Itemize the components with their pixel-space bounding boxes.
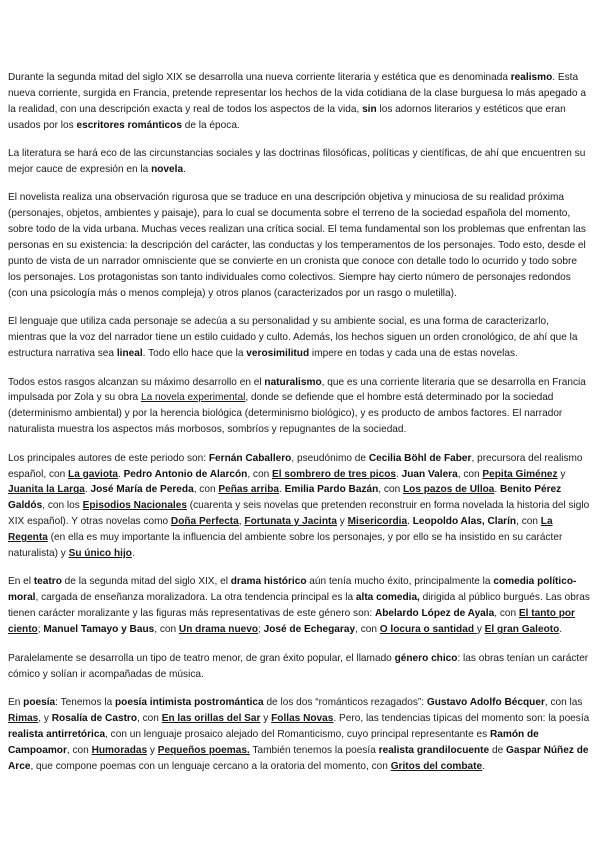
text-run: , con: [137, 712, 162, 724]
text-run: .: [396, 468, 402, 480]
bold-term: sin: [362, 103, 377, 115]
bold-term: lineal: [116, 348, 143, 360]
paragraph-realismo-intro: [8, 70, 590, 134]
text-run: .: [84, 484, 91, 496]
work-title-link[interactable]: Humoradas: [91, 744, 148, 756]
text-run: .: [131, 548, 135, 560]
text-run: ,: [238, 516, 245, 528]
bold-term: Juan Valera: [401, 468, 458, 480]
text-run: , con: [247, 468, 273, 480]
text-run: , con un lenguaje prosaico alejado del Romanticismo, cuyo principal representante es: [105, 728, 490, 740]
work-title-link[interactable]: Peñas arriba: [218, 484, 279, 496]
paragraph-genero-chico: [8, 651, 590, 683]
work-title-link[interactable]: O locura o santidad: [379, 624, 477, 636]
text-run: (en ella es muy importante la influencia del ambiente sobre los personajes, y por ello se ha insistido en su carácter naturalista) y: [8, 532, 563, 560]
text-run: El novelista realiza una observación rigurosa que se traduce en una descripción objetiva y minuciosa de su realidad próxima (personajes, objetos, ambientes y paisaje), para lo cual se documenta sobre el terreno de la sociedad española del momento, sobre todo de la vida urbana. Muchas veces realizan una crítica social. El tema fundamental son los problemas que enfrentan las personas en su existencia: la descripción del carácter, las conductas y los temperamentos de los personajes. Todo esto, desde el punto de vista de un narrador omnisciente que se convierte en un cronista que conoce con detalle todo lo ocurrido y todo sobre los personajes. Los protagonistas son tanto individuales como colectivos. Siempre hay cierto número de personajes redondos (con una psicología más o menos compleja) y otros planos (caracterizados por un rasgo o muletilla).: [8, 192, 586, 299]
bold-term: novela: [151, 164, 184, 176]
bold-term: Gustavo Adolfo Bécquer: [426, 696, 545, 708]
work-title-link[interactable]: La gaviota: [68, 468, 118, 480]
text-run: Los principales autores de este periodo son:: [8, 452, 209, 464]
text-run: y: [336, 516, 348, 528]
text-run: .: [117, 468, 124, 480]
text-run: dirigida al público burgués. Las obras tienen carácter moralizante y las figuras más representativas de este género son:: [8, 592, 590, 620]
bold-term: Gaspar Núñez de Arce: [8, 744, 589, 772]
bold-term: realista antirretórica: [8, 728, 106, 740]
work-title-link[interactable]: La Regenta: [8, 516, 553, 544]
text-run: y: [260, 712, 272, 724]
text-run: Durante la segunda mitad del siglo XIX se desarrolla una nueva corriente literaria y estética que es denominada: [8, 72, 511, 83]
text-run: y: [557, 468, 566, 480]
text-run: Paralelamente se desarrolla un tipo de teatro menor, de gran éxito popular, el llamado: [8, 652, 395, 664]
text-run: , con: [378, 484, 403, 496]
work-title-link[interactable]: Rimas: [8, 712, 39, 724]
bold-term: poesía: [23, 696, 56, 708]
work-title-link[interactable]: Su único hijo: [68, 548, 132, 560]
text-run: , donde se defiende que el hombre está determinado por la sociedad (determinismo ambiental) y por la herencia biológica (determinismo biológico), y es producto de ambos factores. El narrador naturalista muestra los aspectos más morbosos, sombríos y repugnantes de la sociedad.: [8, 392, 563, 436]
text-run: . Todo ello hace que la: [142, 348, 247, 360]
work-title-link[interactable]: Juanita la Larga: [8, 484, 85, 496]
work-title-link[interactable]: Episodios Nacionales: [82, 500, 187, 512]
bold-term: verosimilitud: [246, 348, 310, 360]
text-run: y: [147, 744, 158, 756]
text-run: .: [559, 624, 563, 636]
bold-term: comedia político-moral: [8, 576, 577, 604]
text-run: , con: [457, 468, 483, 480]
bold-term: Cecilia Böhl de Faber: [368, 452, 472, 464]
paragraph-poesia: [8, 695, 590, 775]
bold-term: género chico: [394, 652, 458, 664]
text-run: .: [279, 484, 285, 496]
bold-term: Ramón de Campoamor: [8, 728, 539, 756]
bold-term: teatro: [33, 576, 62, 588]
text-run: , con: [516, 516, 541, 528]
bold-term: alta comedia,: [355, 592, 420, 604]
text-run: , cargada de enseñanza moralizadora. La otra tendencia principal es la: [35, 592, 356, 604]
bold-term: Fernán Caballero: [208, 452, 292, 464]
bold-term: José de Echegaray: [263, 624, 356, 636]
text-run: En: [8, 696, 24, 708]
work-title-link[interactable]: Follas Novas: [271, 712, 334, 724]
text-run: En el: [8, 576, 34, 588]
text-run: : Tenemos la: [55, 696, 115, 708]
text-run: . Pero, las tendencias típicas del momento son: la poesía: [333, 712, 590, 724]
text-run: , y: [38, 712, 52, 724]
work-title-link[interactable]: Pequeños poemas.: [157, 744, 250, 756]
text-run: Todos estos rasgos alcanzan su máximo desarrollo en el: [8, 376, 265, 388]
text-run: .: [494, 484, 501, 496]
work-title-link[interactable]: La novela experimental: [140, 392, 246, 404]
bold-term: Benito Pérez Galdós: [8, 484, 562, 512]
work-title-link[interactable]: Misericordia: [347, 516, 408, 528]
text-run: También tenemos la poesía: [249, 744, 379, 756]
bold-term: naturalismo: [264, 376, 322, 388]
bold-term: realismo: [510, 72, 553, 83]
text-run: , con las: [544, 696, 583, 708]
text-run: , con: [355, 624, 380, 636]
paragraph-teatro: [8, 574, 590, 638]
bold-term: Manuel Tamayo y Baus: [43, 624, 155, 636]
text-run: impere en todas y cada una de estas novelas.: [309, 348, 518, 360]
text-run: .: [482, 760, 485, 772]
work-title-link[interactable]: El sombrero de tres picos: [272, 468, 396, 480]
work-title-link[interactable]: Fortunata y Jacinta: [244, 516, 337, 528]
work-title-link[interactable]: Un drama nuevo: [178, 624, 259, 636]
paragraph-novelista: [8, 190, 590, 301]
text-run: , que es una corriente literaria que se desarrolla en Francia impulsada por Zola y su obra: [8, 376, 586, 404]
bold-term: Rosalía de Castro: [51, 712, 138, 724]
text-run: , con: [154, 624, 179, 636]
text-run: de la segunda mitad del siglo XIX, el: [61, 576, 231, 588]
paragraph-lenguaje: [8, 314, 590, 362]
bold-term: escritores románticos: [76, 119, 182, 131]
bold-term: drama histórico: [230, 576, 307, 588]
text-run: La literatura se hará eco de las circunstancias sociales y las doctrinas filosóficas, políticas y científicas, de ahí que encuentren su mejor cauce de expresión en la: [8, 148, 586, 176]
text-run: , pseudónimo de: [291, 452, 369, 464]
text-run: El lenguaje que utiliza cada personaje se adecúa a su personalidad y su ambiente social, es una forma de caracterizarlo, mientras que la voz del narrador tiene un estilo cuidado y culto. Además, los hechos siguen un orden cronológico, de ahí que la estructura narrativa sea: [8, 316, 578, 360]
paragraph-naturalismo: [8, 375, 590, 439]
bold-term: Leopoldo Alas, Clarín: [412, 516, 517, 528]
bold-term: poesía intimista postromántica: [115, 696, 264, 708]
text-run: , que compone poemas con un lenguaje cercano a la oratoria del momento, con: [30, 760, 391, 772]
text-run: . Esta nueva corriente, surgida en Francia, pretende representar los hechos de la vida cotidiana de la clase burguesa lo más apegado a la realidad, con una descripción exacta y real de todos los aspectos de la vida,: [8, 72, 586, 115]
text-run: , con: [66, 744, 92, 756]
text-run: : las obras tenían un carácter cómico y solían ir acompañadas de música.: [8, 652, 589, 680]
paragraph-novela: [8, 146, 590, 178]
bold-term: Pedro Antonio de Alarcón: [123, 468, 248, 480]
text-run: , con: [193, 484, 219, 496]
text-run: , con: [494, 608, 519, 620]
text-run: de la época.: [181, 119, 240, 131]
text-run: , con los: [42, 500, 83, 512]
bold-term: realista grandilocuente: [378, 744, 490, 756]
bold-term: Emilia Pardo Bazán: [284, 484, 379, 496]
bold-term: Abelardo López de Ayala: [374, 608, 495, 620]
paragraph-autores: [8, 451, 590, 562]
work-title-link[interactable]: Gritos del combate: [390, 760, 483, 772]
text-run: ;: [37, 624, 44, 636]
text-run: aún tenía mucho éxito, principalmente la: [306, 576, 494, 588]
text-run: y: [476, 624, 485, 636]
text-run: los adornos literarios y estéticos que eran usados por los: [8, 103, 566, 131]
work-title-link[interactable]: Los pazos de Ulloa: [402, 484, 495, 496]
text-run: .: [183, 164, 186, 176]
text-run: de los dos “románticos rezagados”:: [263, 696, 427, 708]
work-title-link[interactable]: El tanto por ciento: [8, 608, 575, 636]
bold-term: José María de Pereda: [90, 484, 194, 496]
work-title-link[interactable]: Pepita Giménez: [482, 468, 558, 480]
work-title-link[interactable]: Doña Perfecta: [170, 516, 239, 528]
text-run: ;: [258, 624, 264, 636]
work-title-link[interactable]: El gran Galeoto: [484, 624, 560, 636]
text-run: (cuarenta y seis novelas que pretenden reconstruir en forma novelada la historia del siglo XIX español). Y otras novelas como: [8, 500, 590, 528]
work-title-link[interactable]: En las orillas del Sar: [161, 712, 261, 724]
text-run: de: [489, 744, 507, 756]
text-run: , precursora del realismo español, con: [8, 452, 583, 480]
text-run: .: [407, 516, 413, 528]
